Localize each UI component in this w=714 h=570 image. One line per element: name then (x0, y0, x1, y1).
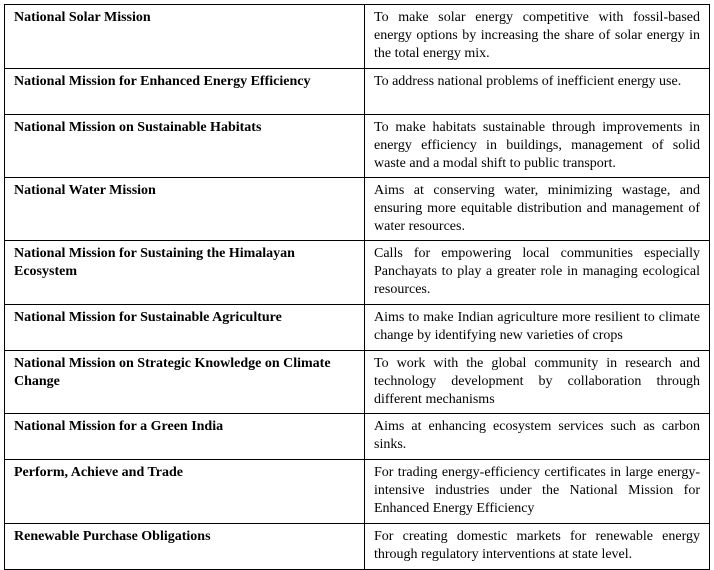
table-row (5, 351, 710, 414)
table-row (5, 460, 710, 524)
missions-table (4, 4, 710, 570)
table-row (5, 178, 710, 241)
mission-description-cell: For creating domestic markets for renewable energy through regulatory interventions at state level. (365, 524, 710, 570)
mission-name-cell: National Mission on Strategic Knowledge on Climate Change (5, 351, 365, 414)
mission-description-cell: Aims at conserving water, minimizing wastage, and ensuring more equitable distribution and management of water resources. (365, 178, 710, 241)
mission-name-cell: National Mission for a Green India (5, 414, 365, 460)
mission-description-cell: To work with the global community in research and technology development by collaboration through different mechanisms (365, 351, 710, 414)
mission-name-cell: National Mission on Sustainable Habitats (5, 115, 365, 178)
table-row (5, 5, 710, 69)
table-row (5, 305, 710, 351)
mission-description-cell: To make habitats sustainable through improvements in energy efficiency in buildings, management of solid waste and a modal shift to public transport. (365, 115, 710, 178)
table-row (5, 69, 710, 115)
mission-name-cell: National Solar Mission (5, 5, 365, 69)
mission-description-cell: To address national problems of inefficient energy use. (365, 69, 710, 115)
table-row (5, 241, 710, 305)
table-row (5, 115, 710, 178)
mission-name-cell: Perform, Achieve and Trade (5, 460, 365, 524)
mission-description-cell: To make solar energy competitive with fossil-based energy options by increasing the share of solar energy in the total energy mix. (365, 5, 710, 69)
mission-name-cell: National Mission for Sustaining the Himalayan Ecosystem (5, 241, 365, 305)
mission-description-cell: Calls for empowering local communities especially Panchayats to play a greater role in managing ecological resources. (365, 241, 710, 305)
table-row (5, 524, 710, 570)
mission-description-cell: Aims at enhancing ecosystem services such as carbon sinks. (365, 414, 710, 460)
mission-name-cell: National Water Mission (5, 178, 365, 241)
mission-description-cell: Aims to make Indian agriculture more resilient to climate change by identifying new varieties of crops (365, 305, 710, 351)
mission-name-cell: National Mission for Enhanced Energy Efficiency (5, 69, 365, 115)
table-row (5, 414, 710, 460)
mission-name-cell: National Mission for Sustainable Agriculture (5, 305, 365, 351)
mission-name-cell: Renewable Purchase Obligations (5, 524, 365, 570)
mission-description-cell: For trading energy-efficiency certificates in large energy-intensive industries under the National Mission for Enhanced Energy Efficiency (365, 460, 710, 524)
